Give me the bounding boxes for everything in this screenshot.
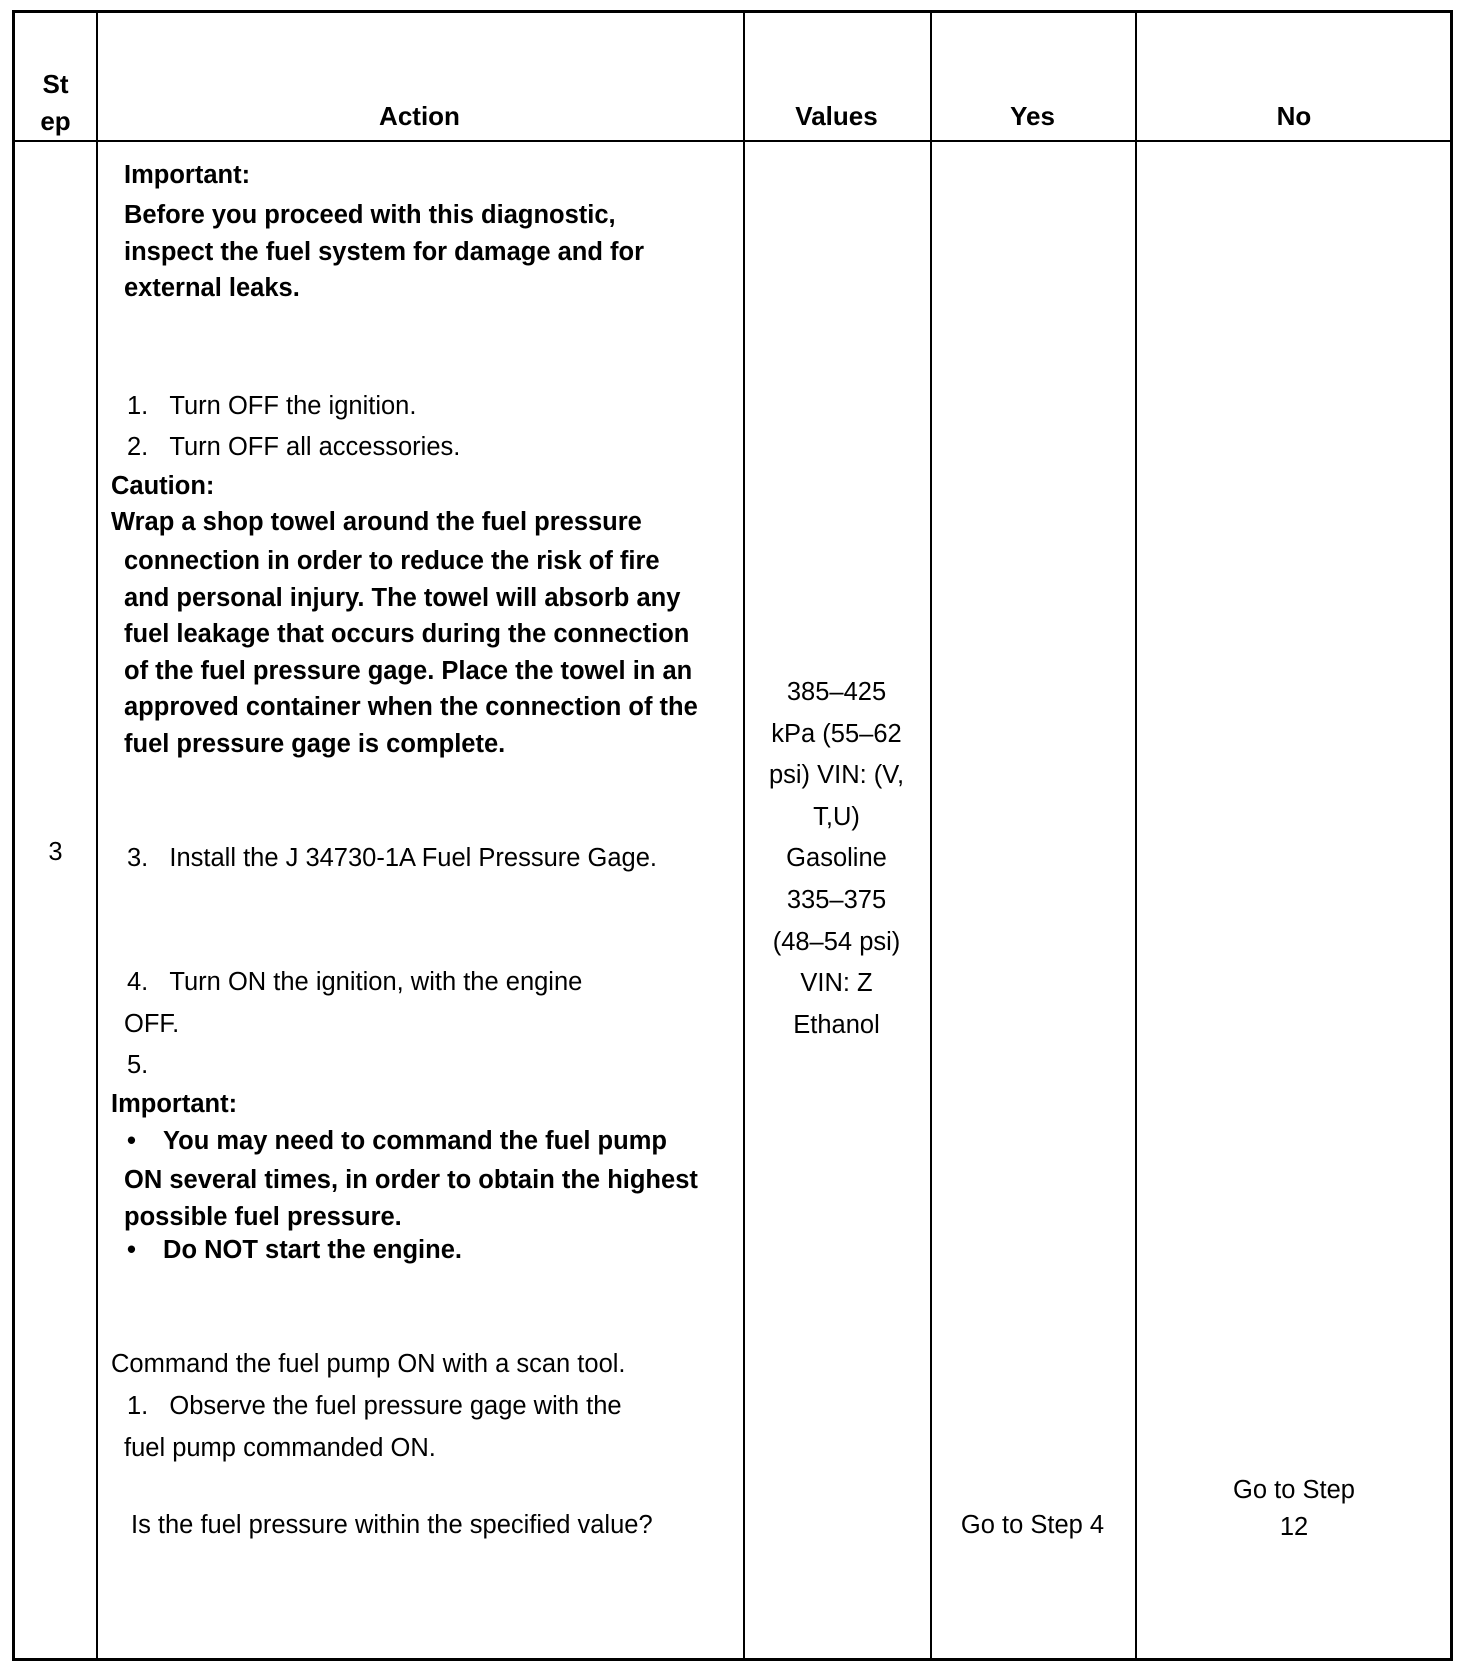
values-line: T,U): [813, 802, 860, 831]
step-1-number: 1.: [127, 392, 149, 420]
caution-line: approved container when the connection of the: [124, 693, 698, 721]
command-instruction: Command the fuel pump ON with a scan tool.: [111, 1350, 626, 1378]
action-step-2: [127, 432, 460, 462]
bullet-icon: •: [127, 1236, 136, 1264]
header-no: No: [1276, 101, 1312, 131]
caution-body: [124, 543, 698, 762]
step-3-number: 3.: [127, 844, 149, 872]
action-step-4-cont: OFF.: [124, 1010, 180, 1038]
values-line: Gasoline: [786, 844, 887, 873]
values-line: 385–425: [786, 678, 887, 706]
caution-title: Caution:: [111, 472, 215, 500]
action-step-3: [127, 843, 657, 873]
question: Is the fuel pressure within the specified value?: [131, 1511, 653, 1539]
header-divider: [15, 140, 1450, 142]
header-values: Values: [795, 101, 878, 131]
action-step-4: [127, 967, 582, 997]
header-action: Action: [379, 101, 460, 131]
values-line: kPa (55–62: [771, 719, 902, 748]
step-number: 3: [48, 838, 63, 866]
column-divider-step: [96, 13, 98, 1658]
values-line: 335–375: [786, 885, 887, 914]
caution-line: and personal injury. The towel will absorb any: [124, 583, 681, 612]
diagnostic-table: [12, 10, 1453, 1661]
caution-line: fuel pressure gage is complete.: [124, 729, 506, 758]
observe-step-text: Observe the fuel pressure gage with the: [169, 1392, 622, 1420]
important-title-2: Important:: [111, 1090, 238, 1118]
no-result-line1: Go to Step: [1233, 1476, 1355, 1504]
header-step-line2: ep: [40, 106, 71, 136]
caution-line: of the fuel pressure gage. Place the towel in an: [124, 656, 693, 685]
no-result: [1135, 1472, 1453, 1546]
header-step: [15, 66, 96, 140]
action-step-5-number: 5.: [127, 1051, 149, 1079]
caution-line: connection in order to reduce the risk of fire: [124, 547, 660, 575]
bullet-1-line: ON several times, in order to obtain the highest: [124, 1166, 698, 1194]
important-note-1-line: external leaks.: [124, 274, 300, 302]
values-line: (48–54 psi): [772, 927, 901, 956]
important-note-1-line: inspect the fuel system for damage and for: [124, 237, 645, 266]
values-line: psi) VIN: (V,: [768, 761, 905, 790]
step-4-number: 4.: [127, 968, 149, 996]
bullet-1-text: You may need to command the fuel pump: [163, 1127, 667, 1155]
bullet-item-2: [127, 1235, 462, 1265]
important-note-1: [124, 197, 644, 307]
bullet-item-1-cont: [124, 1162, 698, 1235]
important-title-1: Important:: [124, 161, 251, 189]
bullet-item-1: [127, 1126, 667, 1156]
step-2-text: Turn OFF all accessories.: [169, 433, 461, 461]
bullet-2-text: Do NOT start the engine.: [163, 1236, 462, 1264]
step-3-text: Install the J 34730-1A Fuel Pressure Gage.: [169, 844, 657, 872]
bullet-icon: •: [127, 1127, 136, 1155]
observe-step-cont: fuel pump commanded ON.: [124, 1434, 436, 1462]
values-line: VIN: Z: [800, 969, 873, 998]
step-4-text: Turn ON the ignition, with the engine: [169, 968, 583, 996]
column-divider-yes: [1135, 13, 1137, 1658]
values-spec: [743, 672, 930, 1046]
values-line: Ethanol: [793, 1010, 880, 1039]
caution-line: Wrap a shop towel around the fuel pressure: [111, 508, 642, 536]
column-divider-values: [930, 13, 932, 1658]
important-note-1-line: Before you proceed with this diagnostic,: [124, 201, 616, 229]
header-yes: Yes: [1010, 101, 1055, 131]
observe-step: [127, 1391, 622, 1421]
observe-step-number: 1.: [127, 1392, 149, 1420]
bullet-1-line: possible fuel pressure.: [124, 1202, 402, 1231]
step-2-number: 2.: [127, 433, 149, 461]
action-step-1: [127, 391, 416, 421]
header-step-line1: St: [42, 69, 69, 99]
caution-line: fuel leakage that occurs during the connection: [124, 620, 690, 648]
no-result-line2: 12: [1279, 1513, 1309, 1541]
yes-result: Go to Step 4: [960, 1511, 1105, 1539]
step-1-text: Turn OFF the ignition.: [169, 392, 417, 420]
